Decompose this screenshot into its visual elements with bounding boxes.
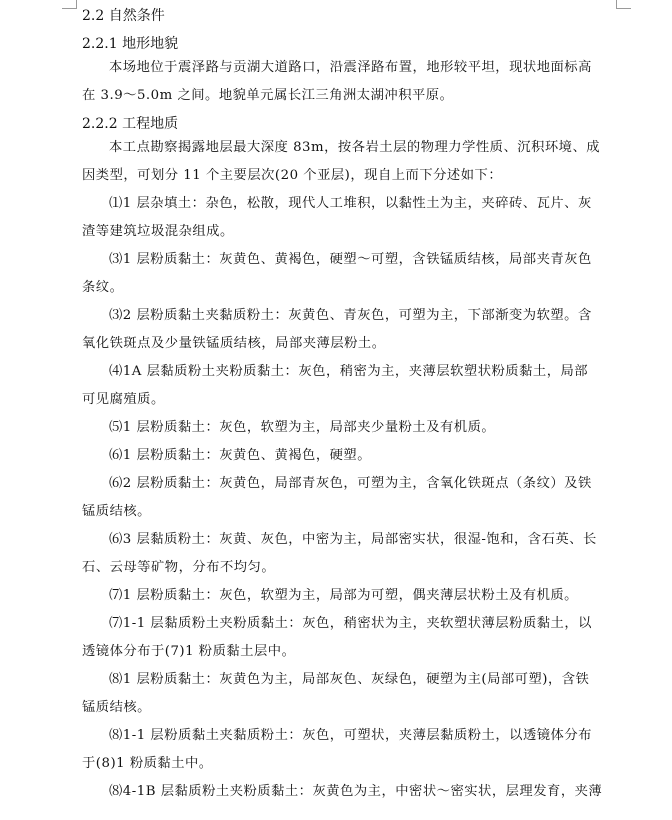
- layer-3-1-line: ⑶1 层粉质黏土：灰黄色、黄褐色，硬塑～可塑，含铁锰质结核，局部夹青灰色: [109, 252, 592, 267]
- layer-6-3-line: 石、云母等矿物，分布不均匀。: [82, 560, 276, 575]
- layer-8-1-line: 锰质结核。: [82, 700, 151, 715]
- layer-3-1-line: 条纹。: [82, 280, 124, 295]
- layer-5-1-line: ⑸1 层粉质黏土：灰色，软塑为主，局部夹少量粉土及有机质。: [109, 420, 496, 435]
- paragraph-line: 本工点勘察揭露地层最大深度 83m，按各岩土层的物理力学性质、沉积环境、成: [109, 140, 601, 155]
- subsection-heading-terrain: 2.2.1 地形地貌: [82, 36, 179, 52]
- layer-1-1-line: 渣等建筑垃圾混杂组成。: [82, 224, 234, 239]
- layer-4-1a-line: 可见腐殖质。: [82, 392, 165, 407]
- layer-7-1-1-line: 透镜体分布于(7)1 粉质黏土层中。: [82, 644, 296, 659]
- layer-6-2-line: ⑹2 层粉质黏土：灰黄色，局部青灰色，可塑为主，含氧化铁斑点（条纹）及铁: [109, 476, 592, 491]
- layer-7-1-line: ⑺1 层粉质黏土：灰色，软塑为主，局部为可塑，偶夹薄层状粉土及有机质。: [109, 588, 578, 603]
- paragraph-line: 因类型，可划分 11 个主要层次(20 个亚层)，现自上而下分述如下：: [82, 168, 503, 183]
- section-heading: 2.2 自然条件: [82, 8, 165, 24]
- layer-6-1-line: ⑹1 层粉质黏土：灰黄色、黄褐色，硬塑。: [109, 448, 372, 463]
- layer-8-1-1-line: 于(8)1 粉质黏土中。: [82, 756, 213, 771]
- page-corner-mark-right: [616, 0, 631, 9]
- layer-7-1-1-line: ⑺1-1 层黏质粉土夹粉质黏土：灰色，稍密状为主，夹软塑状薄层粉质黏土，以: [109, 616, 592, 631]
- layer-4-1a-line: ⑷1A 层黏质粉土夹粉质黏土：灰色，稍密为主，夹薄层软塑状粉质黏土，局部: [109, 364, 589, 379]
- paragraph-line: 在 3.9～5.0m 之间。地貌单元属长江三角洲太湖冲积平原。: [82, 88, 454, 103]
- layer-8-4-1b-line: ⑻4-1B 层黏质粉土夹粉质黏土：灰黄色为主，中密状～密实状，层理发育，夹薄: [109, 784, 603, 799]
- layer-6-2-line: 锰质结核。: [82, 504, 151, 519]
- subsection-heading-geology: 2.2.2 工程地质: [82, 116, 179, 132]
- paragraph-line: 本场地位于震泽路与贡湖大道路口，沿震泽路布置，地形较平坦，现状地面标高: [109, 60, 592, 75]
- page-corner-mark-left: [62, 0, 77, 9]
- document-page: [82, 0, 616, 806]
- layer-1-1-line: ⑴1 层杂填土：杂色，松散，现代人工堆积，以黏性土为主，夹碎砖、瓦片、灰: [109, 196, 592, 211]
- layer-6-3-line: ⑹3 层黏质粉土：灰黄、灰色，中密为主，局部密实状，很湿-饱和，含石英、长: [109, 532, 597, 547]
- layer-8-1-1-line: ⑻1-1 层粉质黏土夹黏质粉土：灰色，可塑状，夹薄层黏质粉土，以透镜体分布: [109, 728, 592, 743]
- layer-3-2-line: 氧化铁斑点及少量铁锰质结核，局部夹薄层粉土。: [82, 336, 386, 351]
- layer-3-2-line: ⑶2 层粉质黏土夹黏质粉土：灰黄色、青灰色，可塑为主，下部渐变为软塑。含: [109, 308, 592, 323]
- layer-8-1-line: ⑻1 层粉质黏土：灰黄色为主，局部灰色、灰绿色，硬塑为主(局部可塑)，含铁: [109, 672, 590, 687]
